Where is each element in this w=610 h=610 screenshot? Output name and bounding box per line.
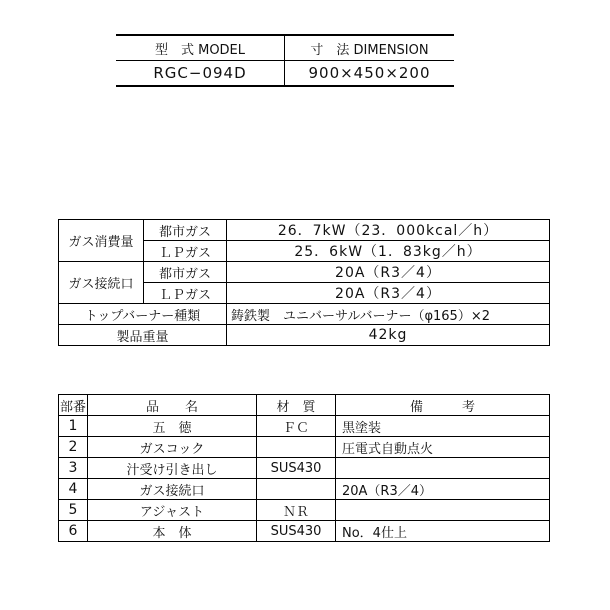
dimension-value: 900×450×200 (285, 61, 455, 87)
material-header: 材 質 (257, 395, 336, 416)
spec-row-consumption-city (59, 220, 550, 241)
model-header-row (116, 35, 454, 61)
part-name: アジャスト (88, 500, 257, 521)
parts-header-row (59, 395, 550, 416)
table-row (59, 416, 550, 437)
part-material (257, 479, 336, 500)
spec-row-weight (59, 325, 550, 346)
part-material: SUS430 (257, 521, 336, 542)
part-number: 3 (59, 458, 88, 479)
part-number: 4 (59, 479, 88, 500)
city-gas-label: 都市ガス (144, 262, 227, 283)
part-name: ガス接続口 (88, 479, 257, 500)
top-burner-label: トップバーナー種類 (59, 304, 227, 325)
part-name: 五 徳 (88, 416, 257, 437)
part-name: 本 体 (88, 521, 257, 542)
part-name: 汁受け引き出し (88, 458, 257, 479)
connection-city-value: 20A（R3／4） (227, 262, 550, 283)
model-header: 型 式 MODEL (116, 35, 285, 61)
parts-table (58, 394, 550, 542)
spec-row-connection-city (59, 262, 550, 283)
consumption-city-value: 26．7kW（23．000kcal／h） (227, 220, 550, 241)
weight-label: 製品重量 (59, 325, 227, 346)
part-number: 6 (59, 521, 88, 542)
model-value: RGC−094D (116, 61, 285, 87)
table-row (59, 521, 550, 542)
remarks-header: 備 考 (336, 395, 550, 416)
city-gas-label: 都市ガス (144, 220, 227, 241)
part-remarks: No．4仕上 (336, 521, 550, 542)
weight-value: 42kg (227, 325, 550, 346)
part-number: 2 (59, 437, 88, 458)
part-remarks: 圧電式自動点火 (336, 437, 550, 458)
table-row (59, 479, 550, 500)
part-material: ＦＣ (257, 416, 336, 437)
lp-gas-label: ＬＰガス (144, 283, 227, 304)
dimension-header: 寸 法 DIMENSION (285, 35, 455, 61)
spec-table (58, 219, 550, 346)
part-remarks (336, 500, 550, 521)
top-burner-value: 鋳鉄製 ユニバーサルバーナー（φ165）×2 (227, 304, 550, 325)
table-row (59, 458, 550, 479)
number-header: 部番 (59, 395, 88, 416)
gas-connection-label: ガス接続口 (59, 262, 144, 304)
spec-row-top-burner (59, 304, 550, 325)
part-number: 5 (59, 500, 88, 521)
lp-gas-label: ＬＰガス (144, 241, 227, 262)
name-header: 品 名 (88, 395, 257, 416)
part-material: SUS430 (257, 458, 336, 479)
part-material (257, 437, 336, 458)
table-row (59, 500, 550, 521)
model-table (116, 34, 454, 87)
part-remarks (336, 458, 550, 479)
consumption-lp-value: 25．6kW（1．83kg／h） (227, 241, 550, 262)
part-number: 1 (59, 416, 88, 437)
part-material: ＮＲ (257, 500, 336, 521)
gas-consumption-label: ガス消費量 (59, 220, 144, 262)
connection-lp-value: 20A（R3／4） (227, 283, 550, 304)
part-name: ガスコック (88, 437, 257, 458)
table-row (59, 437, 550, 458)
model-value-row (116, 61, 454, 87)
part-remarks: 黒塗装 (336, 416, 550, 437)
part-remarks: 20A（R3／4） (336, 479, 550, 500)
